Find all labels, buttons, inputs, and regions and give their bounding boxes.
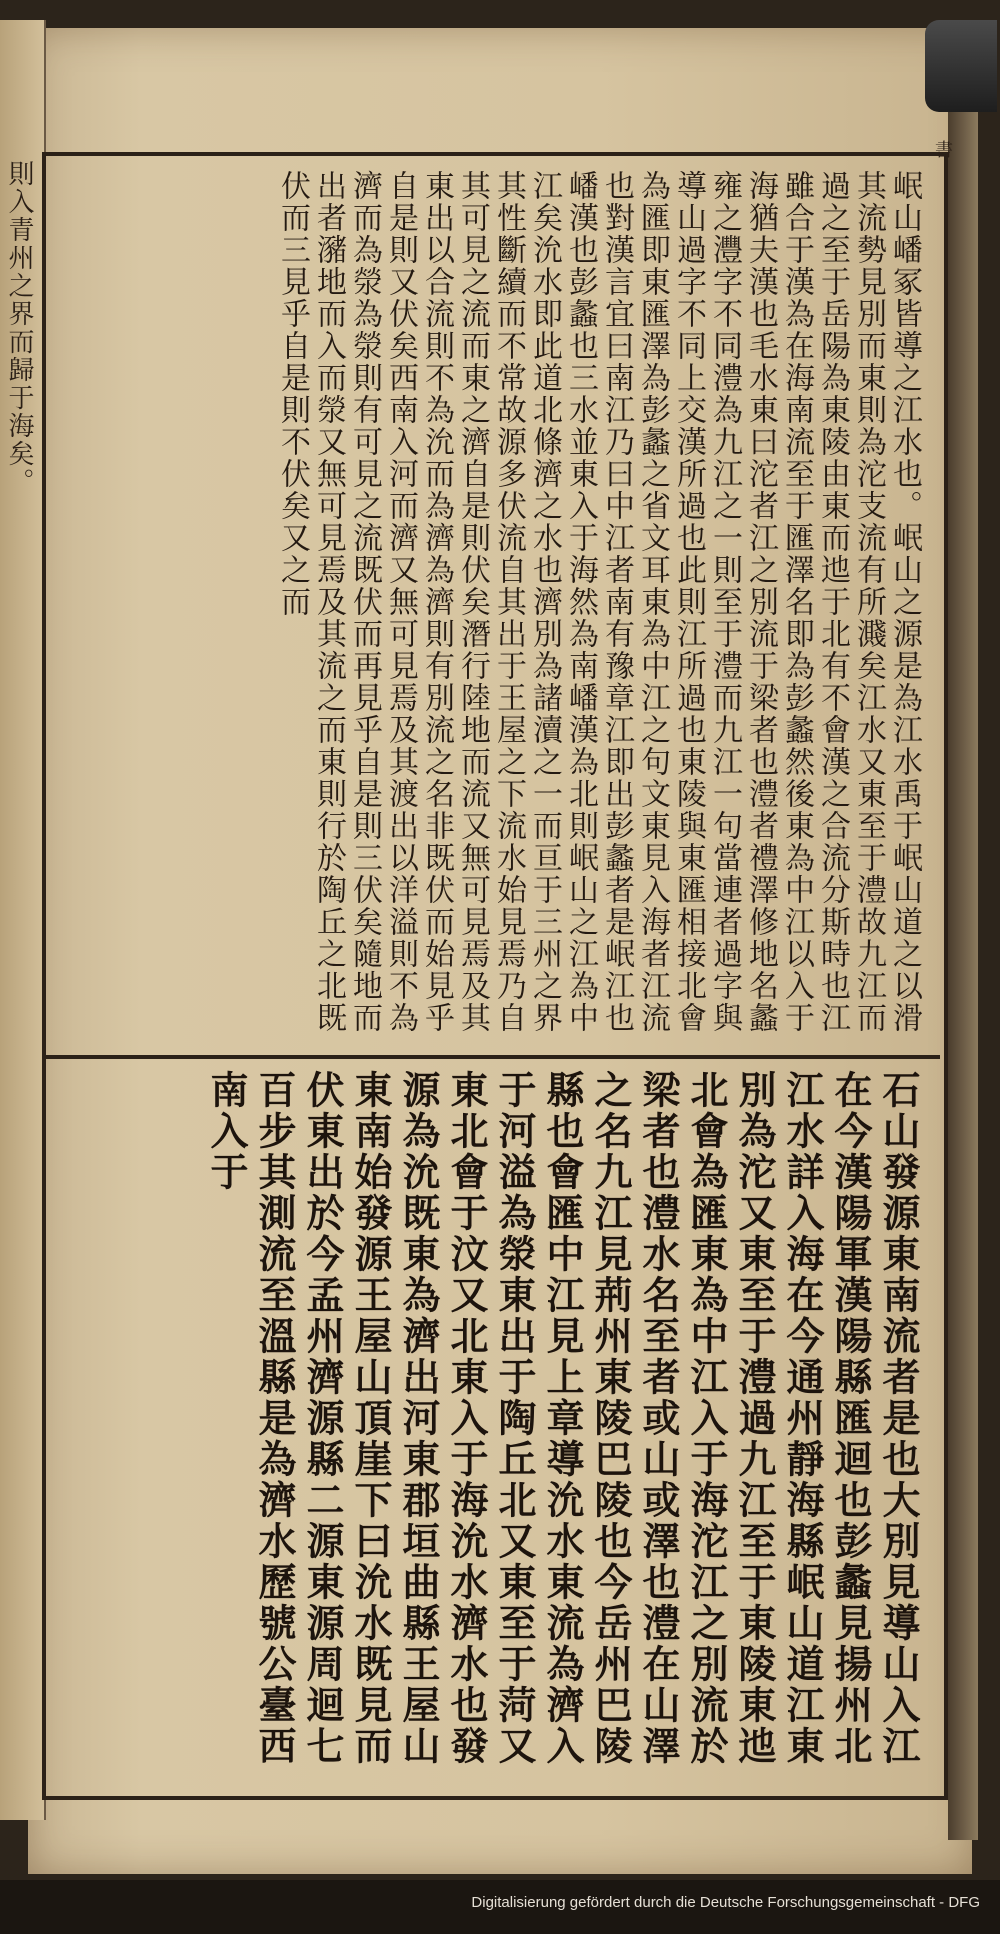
frame-divider [42,1055,940,1059]
footer-bar [0,1880,1000,1934]
commentary-text: 岷山嶓冢皆導之江水也。岷山之源是為江水禹于岷山道之以滑其流勢見別而東則為沱支流有所濺矣江水又東至于澧故九江而過之至于岳陽為東陵由東而迆于北有不會漢之合流分斯時也江雖合于漢為在海南流至于匯澤名即為彭蠡然後東為中江以入于海猶夫漢也毛水東曰沱者江之別流于梁者也澧者禮澤修地名蠡雍之灃字不同澧為九江之一則至于澧而九江一句當連者過字與導山過字不同上交漢所過也此則江所過也東陵與東匯相接北會為匯即東匯澤為彭蠡之省文耳東為中江之句文東見入海者江流也對漢言宜曰南江乃曰中江者南有豫章江即出彭蠡者是岷江也嶓漢也彭蠡也三水並東入于海然為南嶓漢為北則岷山之江為中江矣沇水即此道北條濟之水也濟別為諸瀆之一而亘于三州之界其性斷續而不常故源多伏流自其出于王屋之下流水始見焉乃自其可見之流而東之濟自是則伏矣潛行陸地而流又無可見焉及其東出以合流則不為沇而為濟為濟則有別流之名非既伏而始見乎自是則又伏矣西南入河而濟又無可見焉及其渡出以洋溢則不為濟而為滎為滎則有可見之流既伏而再見乎自是則三伏矣隨地而出者瀦地而入而滎又無可見焉及其流之而東則行於陶丘之北既伏而三見乎自是則不伏矣又之而 [275,170,922,1034]
main-text: 石山發源東南流者是也大別見導山入江在今漢陽軍漢陽縣匯迴也彭蠡見揚州北江水詳入海在今通州靜海縣岷山道江東別為沱又東至于澧過九江至于東陵東迆北會為匯東為中江入于海沱江之別流於梁者也澧水名至者或山或澤也澧在山澤之名九江見荊州東陵巴陵也今岳州巴陵縣也會匯中江見上章導沇水東流為濟入于河溢為滎東出于陶丘北又東至于菏又東北會于汶又北東入于海沇水濟水也發源為沇既東為濟出河東郡垣曲縣王屋山東南始發源王屋山頂崖下曰沇水既見而伏東出於今孟州濟源縣二源東源周迴七百步其測流至溫縣是為濟水歷號公臺西南入于 [204,1070,921,1767]
footer-credit: Digitalisierung gefördert durch die Deutsche Forschungsgemeinschaft - DFG [471,1894,980,1911]
binding-clip [925,20,997,112]
spine-label: 書 [932,140,953,158]
margin-text: 則入青州之界而歸于海矣。 [4,160,34,496]
